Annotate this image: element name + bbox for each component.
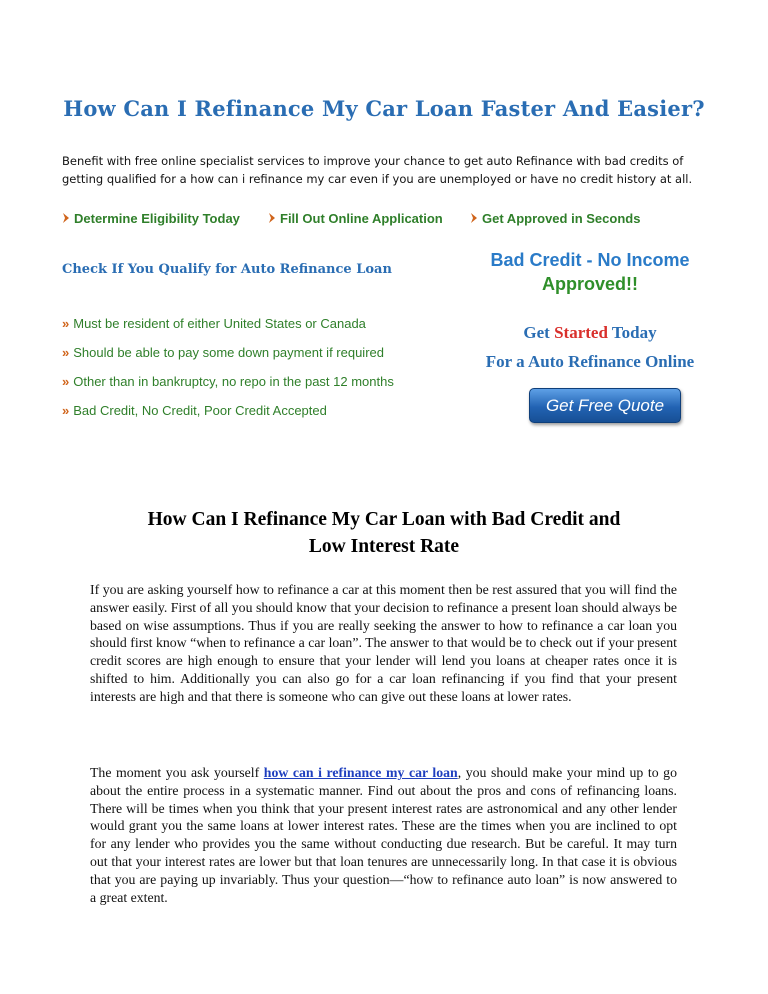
paragraph-text: , you should make your mind up to go about the entire process in a systematic manner. Find out about the pros and cons of refinancing loans. There will be times when you think that your present interest rates are astronomical and any other lender would grant you the same loans at lower interest rates. These are the times when you are inclined to opt for any lender who provides you the same without conducting due research. But be careful. It may turn out that your interest rates are lower but that loan tenures are unnecessarily long. In that case it is obvious that you are paying up invariably. Thus your question—“how to refinance auto loan” is now answered to a great extent. [90, 765, 677, 905]
bullet-icon: » [62, 403, 70, 418]
article-heading-line-1: How Can I Refinance My Car Loan with Bad Credit and [147, 509, 621, 530]
get-started-line [452, 318, 728, 347]
article-heading-line-2: Low Interest Rate [308, 536, 460, 557]
bad-credit-banner [470, 248, 710, 296]
bullet-icon: » [62, 374, 70, 389]
chevron-right-icon [268, 212, 276, 224]
article-paragraph-2 [90, 764, 677, 906]
get-started-text [452, 318, 728, 376]
requirement-text: Bad Credit, No Credit, Poor Credit Accepted [73, 403, 327, 418]
chevron-right-icon [62, 212, 70, 224]
bullet-icon: » [62, 345, 70, 360]
get-word: Get [523, 323, 550, 342]
qualify-heading: Check If You Qualify for Auto Refinance Loan [62, 262, 392, 277]
step-get-approved[interactable] [470, 211, 640, 226]
requirement-item [62, 345, 384, 360]
step-label: Get Approved in Seconds [482, 211, 641, 226]
intro-text: Benefit with free online specialist services to improve your chance to get auto Refinance with bad credits of getting qualified for a how can i refinance my car even if you are unemployed or have no credit history at all. [62, 154, 693, 186]
banner-line-1: Bad Credit - No Income [490, 250, 690, 270]
page-title: How Can I Refinance My Car Loan Faster And Easier? [63, 96, 705, 121]
article-paragraph-1: If you are asking yourself how to refinance a car at this moment then be rest assured that you will find the answer easily. First of all you should know that your decision to refinance a present loan should always be based on wise assumptions. Thus if you are really seeking the answer to how to refinance a car loan you should first know “when to refinance a car loan”. The answer to that would be to check out if your present credit scores are high enough to ensure that your lender will lend you loans at cheaper rates once it is shifted to him. Additionally you can also go for a car loan refinancing if you find that your present interests are high and that there is someone who can give out these loans at lower rates. [90, 582, 677, 704]
article-heading [0, 506, 768, 560]
today-word: Today [611, 323, 657, 342]
requirement-item [62, 374, 394, 389]
refinance-link[interactable]: how can i refinance my car loan [263, 765, 458, 780]
requirement-item [62, 403, 327, 418]
requirement-text: Other than in bankruptcy, no repo in the past 12 months [73, 374, 394, 389]
chevron-right-icon [470, 212, 478, 224]
started-word: Started [554, 323, 608, 342]
requirement-text: Should be able to pay some down payment if required [73, 345, 384, 360]
step-fill-application[interactable] [268, 211, 443, 226]
banner-line-2: Approved!! [542, 274, 638, 294]
bullet-icon: » [62, 316, 70, 331]
requirement-text: Must be resident of either United States or Canada [73, 316, 366, 331]
requirement-item [62, 316, 366, 331]
step-label: Determine Eligibility Today [74, 211, 240, 226]
auto-refinance-line: For a Auto Refinance Online [485, 352, 695, 371]
step-label: Fill Out Online Application [280, 211, 443, 226]
paragraph-text: The moment you ask yourself [90, 765, 264, 780]
step-determine-eligibility[interactable] [62, 211, 240, 226]
get-free-quote-button[interactable]: Get Free Quote Now >> [529, 388, 681, 423]
